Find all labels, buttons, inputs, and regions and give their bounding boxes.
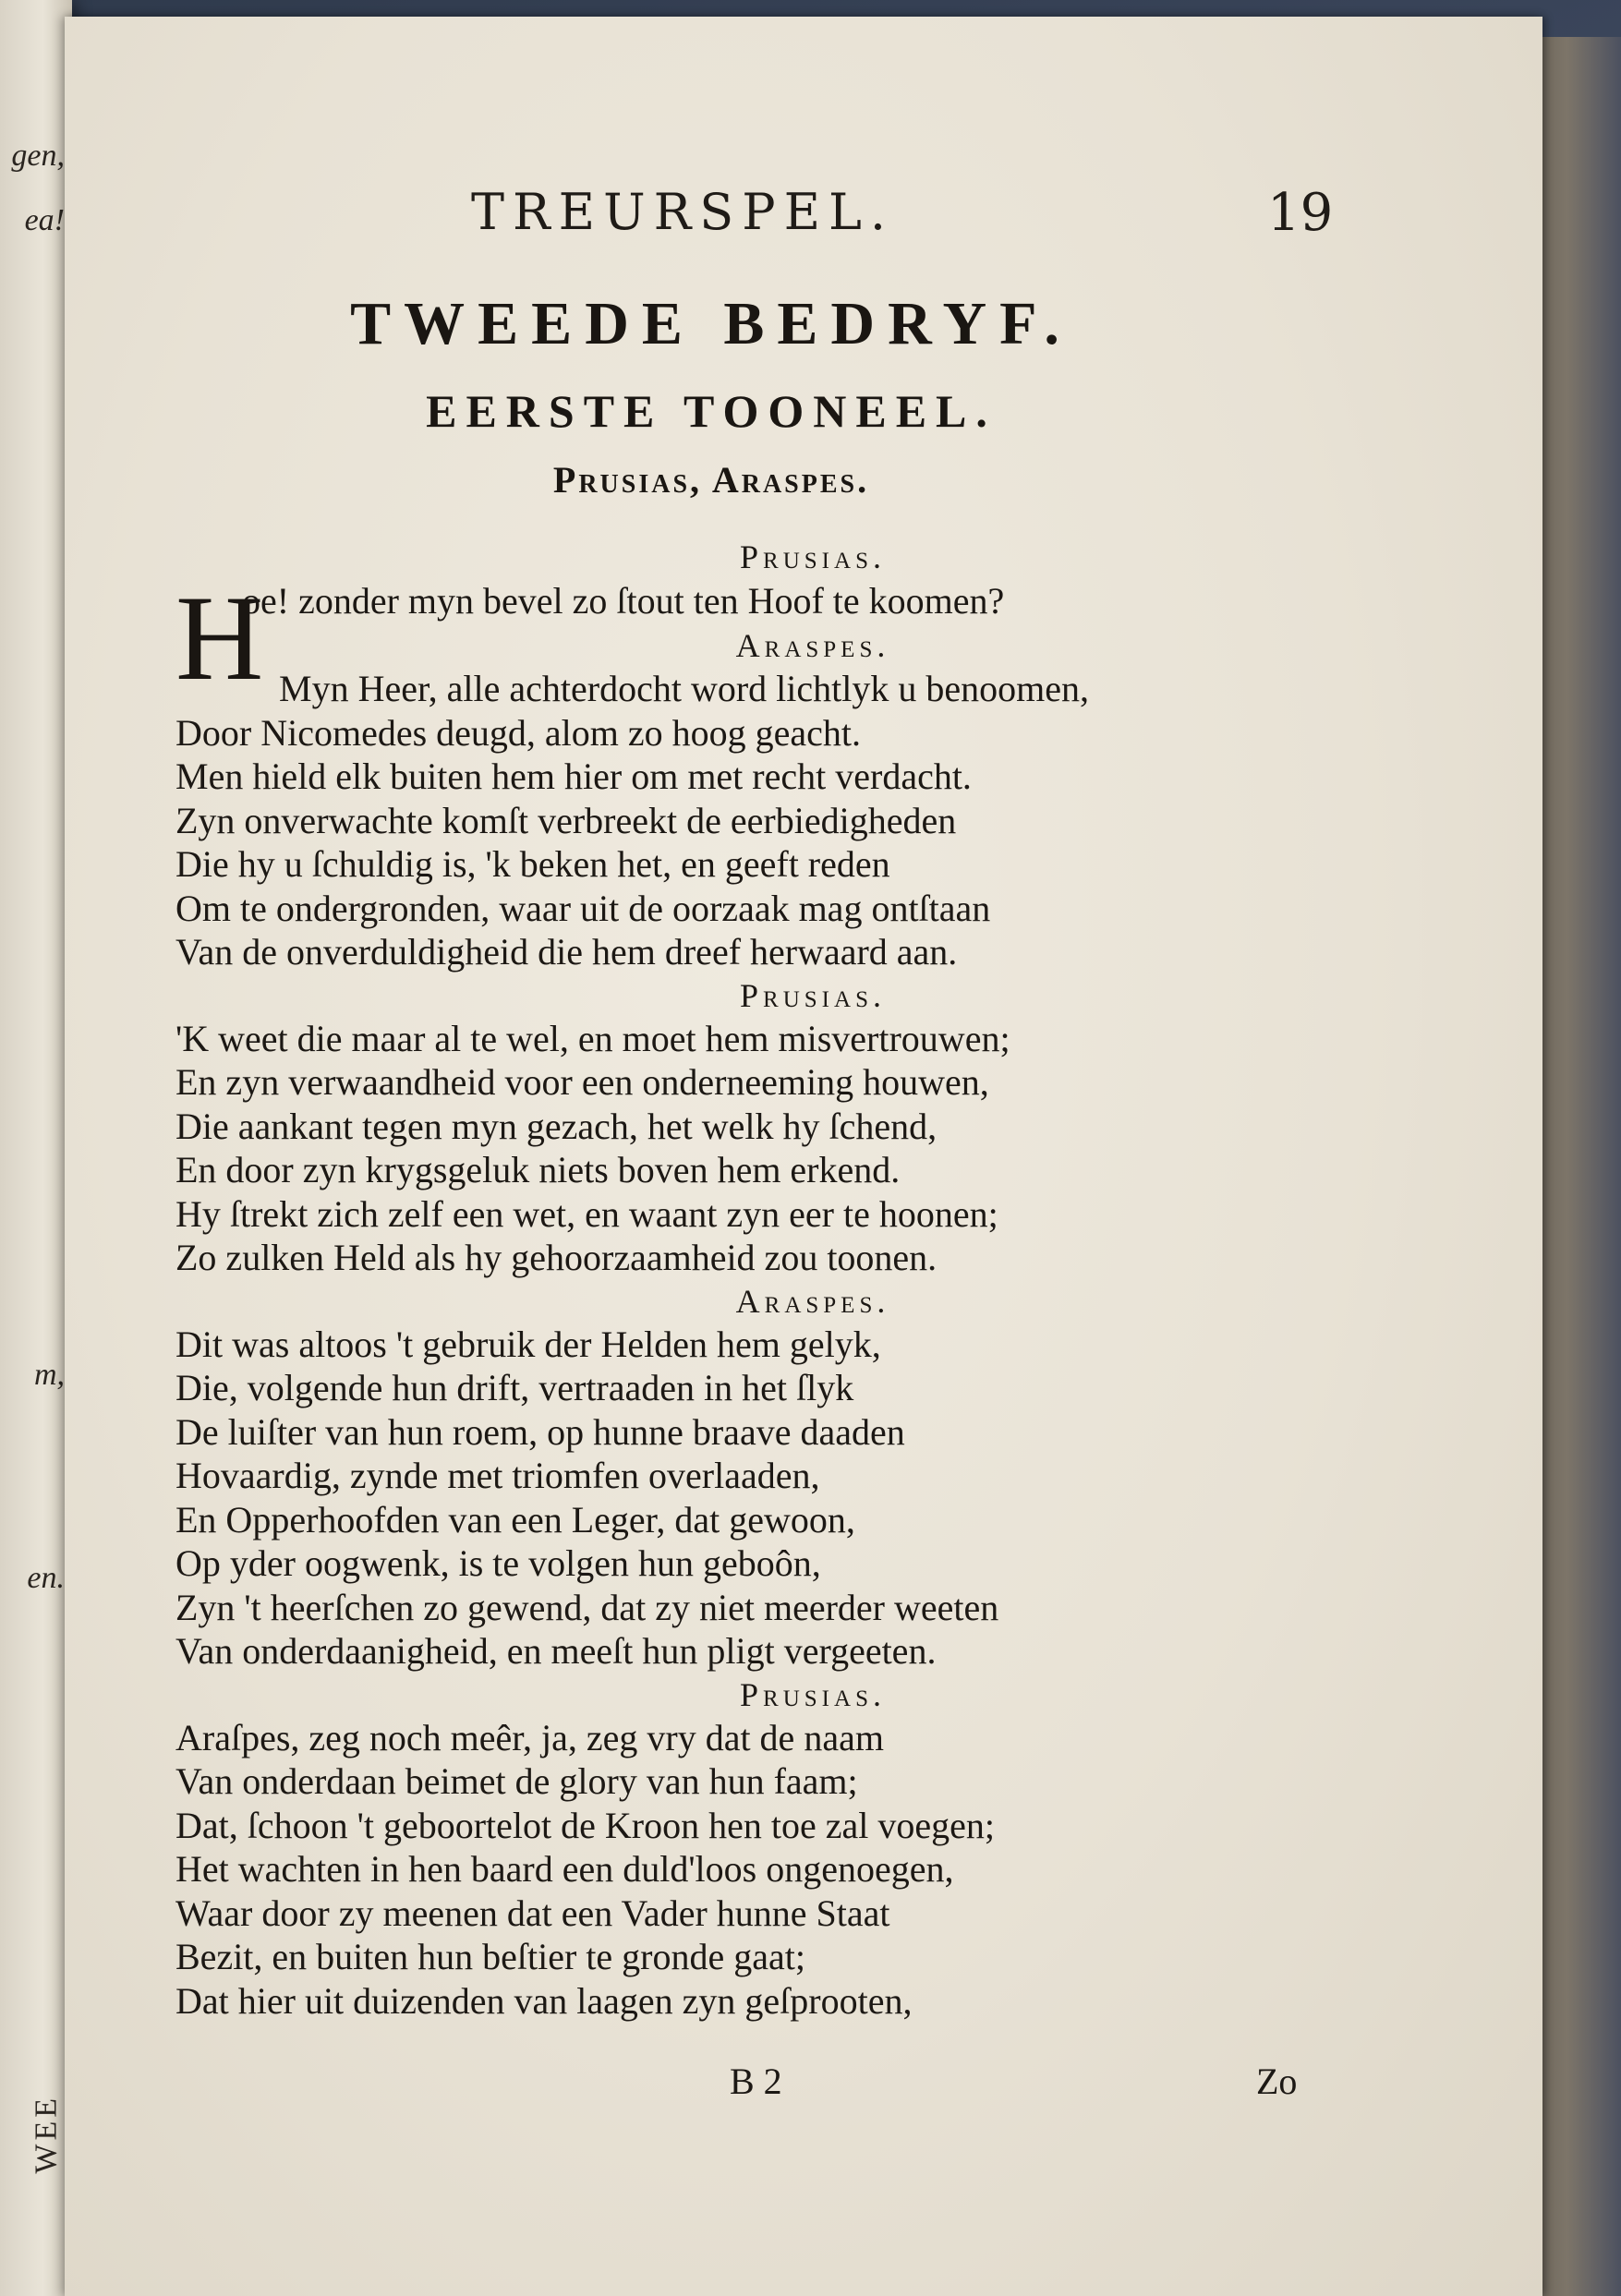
- verse-line: Die, volgende hun drift, vertraaden in het ſlyk: [175, 1367, 854, 1408]
- speaker-label: Araspes.: [735, 627, 890, 664]
- verse-line: Men hield elk buiten hem hier om met recht verdacht.: [175, 755, 972, 797]
- verse-line: En zyn verwaandheid voor een onderneeming houwen,: [175, 1061, 989, 1103]
- verse-line: Dat hier uit duizenden van laagen zyn geſprooten,: [175, 1979, 913, 2022]
- catchword: Zo: [1256, 2060, 1298, 2102]
- left-page-edge: [0, 0, 72, 2296]
- verse-line: Araſpes, zeg noch meêr, ja, zeg vry dat de naam: [175, 1716, 884, 1758]
- verse-line: 'K weet die maar al te wel, en moet hem misvertrouwen;: [175, 1017, 1010, 1059]
- left-fragment-5: WEE: [30, 2095, 64, 2174]
- character-list: Prusias, Araspes.: [552, 459, 870, 501]
- verse-line: Om te ondergronden, waar uit de oorzaak mag ontſtaan: [175, 887, 991, 929]
- verse-line: Door Nicomedes deugd, alom zo hoog geacht.: [175, 711, 862, 754]
- verse-line: De luiſter van hun roem, op hunne braave daaden: [175, 1410, 905, 1453]
- verse-line: Hovaardig, zynde met triomfen overlaaden,: [175, 1455, 820, 1496]
- verse-line: Zyn onverwachte komſt verbreekt de eerbiedigheden: [175, 799, 957, 841]
- verse-line-rest: oe! zonder myn bevel zo ſtout ten Hoof te koomen?: [242, 580, 1005, 622]
- verse-line: Het wachten in hen baard een duld'loos ongenoegen,: [175, 1848, 954, 1890]
- verse-line: Die hy u ſchuldig is, 'k beken het, en geeft reden: [175, 843, 890, 885]
- speaker-label: Prusias.: [740, 976, 886, 1014]
- left-fragment-2: ea!: [24, 203, 65, 237]
- page-number: 19: [1267, 183, 1334, 243]
- act-title: TWEEDE BEDRYF.: [350, 290, 1072, 357]
- verse-line: Van onderdaanigheid, en meeſt hun pligt vergeeten.: [175, 1630, 937, 1672]
- verse-line: En door zyn krygsgeluk niets boven hem erkend.: [175, 1149, 901, 1190]
- speaker-label: Prusias.: [740, 1675, 886, 1713]
- verse-line: Dit was altoos 't gebruik der Helden hem gelyk,: [175, 1323, 881, 1365]
- verse-line: En Opperhoofden van een Leger, dat gewoon,: [175, 1498, 855, 1541]
- verse-line: Op yder oogwenk, is te volgen hun geboôn,: [175, 1542, 821, 1584]
- verse-line: Dat, ſchoon 't geboortelot de Kroon hen toe zal voegen;: [175, 1804, 995, 1846]
- verse-line: Van onderdaan beimet de glory van hun faam;: [175, 1760, 858, 1802]
- verse-line: Zyn 't heerſchen zo gewend, dat zy niet meerder weeten: [175, 1586, 999, 1628]
- verse-line: Hy ſtrekt zich zelf een wet, en waant zyn eer te hoonen;: [175, 1192, 998, 1235]
- scene-title: EERSTE TOONEEL.: [426, 385, 997, 437]
- play-text: [175, 536, 1330, 2023]
- verse-line: Bezit, en buiten hun beſtier te gronde gaat;: [175, 1936, 805, 1977]
- verse-line: Waar door zy meenen dat een Vader hunne Staat: [175, 1891, 890, 1934]
- book-page: [65, 17, 1542, 2296]
- left-fragment-4: en.: [27, 1561, 65, 1595]
- verse-line: Van de onverduldigheid die hem dreef herwaard aan.: [175, 931, 958, 973]
- verse-line: Myn Heer, alle achterdocht word lichtlyk u benoomen,: [279, 668, 1090, 709]
- verse-line: Zo zulken Held als hy gehoorzaamheid zou toonen.: [175, 1237, 938, 1278]
- drop-cap: H: [175, 570, 264, 706]
- speaker-label: Araspes.: [735, 1282, 890, 1320]
- signature-mark: B 2: [730, 2060, 782, 2102]
- speaker-label: Prusias.: [740, 538, 886, 575]
- running-title: TREURSPEL.: [471, 183, 895, 241]
- verse-line: Die aankant tegen myn gezach, het welk hy ſchend,: [175, 1105, 938, 1147]
- left-fragment-1: gen,: [11, 139, 65, 173]
- left-fragment-3: m,: [33, 1358, 65, 1392]
